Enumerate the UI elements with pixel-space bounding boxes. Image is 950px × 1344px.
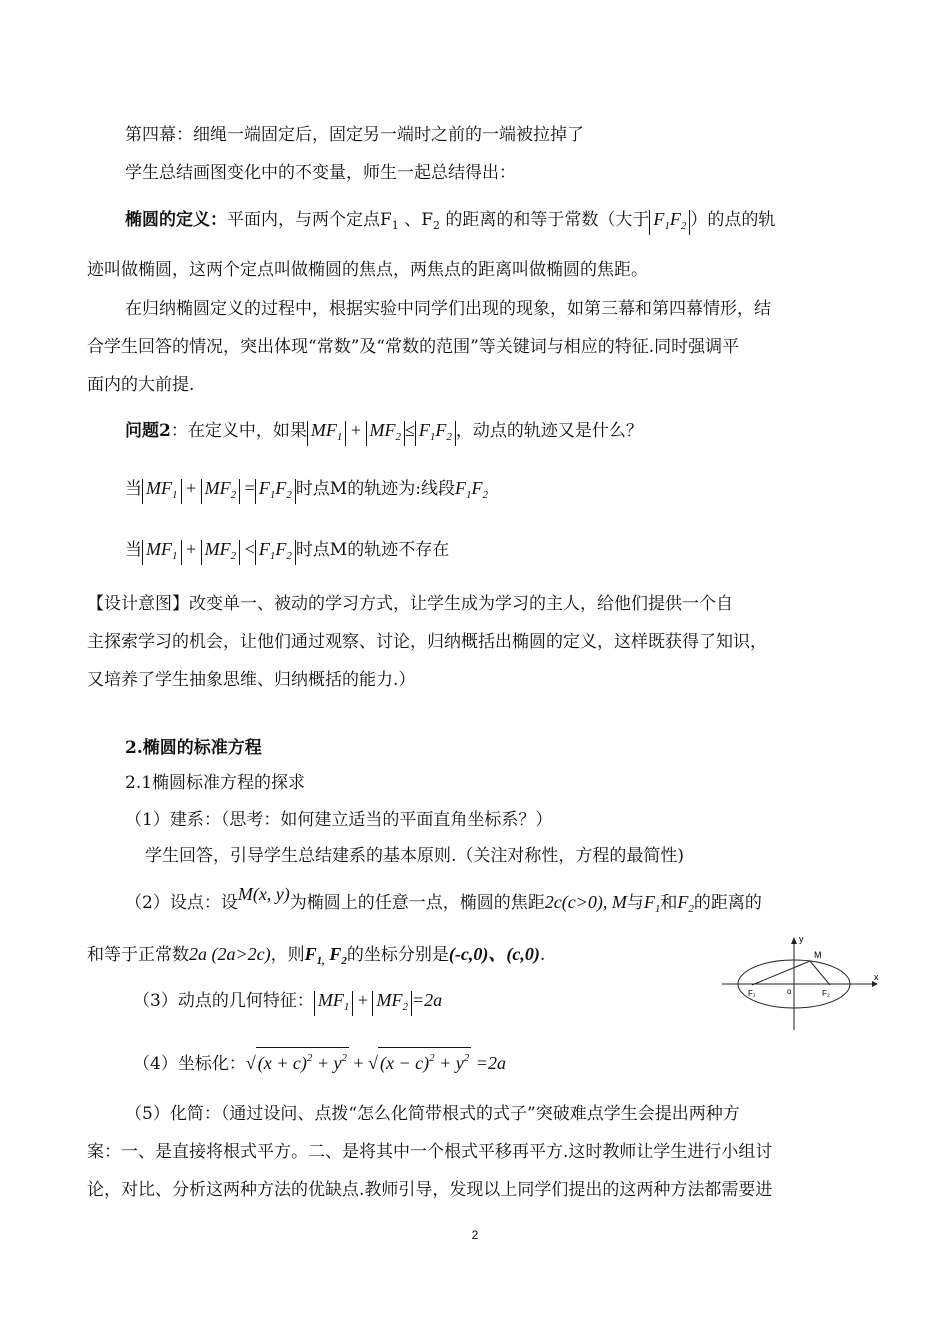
formula-constant-sum: 2a (2a>2c)	[189, 944, 271, 964]
formula-le-sign: ≤	[405, 420, 415, 440]
step-2-text-5: 和等于正常数	[87, 945, 189, 965]
formula-f1f2: $F_1F_2$	[415, 421, 456, 446]
formula-focus-coordinates: (-c,0)、(c,0)	[448, 944, 540, 964]
subsection-heading: 2.1椭圆标准方程的探求	[125, 773, 306, 793]
formula-less-sign: <	[244, 539, 255, 559]
definition-continued: 迹叫做椭圆，这两个定点叫做椭圆的焦点，两焦点的距离叫做椭圆的焦距。	[87, 260, 648, 280]
origin-label: o	[787, 987, 792, 996]
step-2-prefix: （2）设点：设	[125, 893, 238, 913]
step-2-text-6: ，则	[270, 945, 305, 965]
point-m-label: M	[814, 950, 822, 960]
step-1: （1）建系：（思考：如何建立适当的平面直角坐标系？）	[125, 810, 553, 830]
definition-text-2: 、F	[398, 210, 433, 230]
case-equal-prefix: 当	[125, 479, 142, 499]
formula-mf1: $MF_1$	[314, 991, 354, 1016]
formula-point-m: M(x, y)	[237, 884, 290, 904]
step-3-label: （3）动点的几何特征：	[133, 991, 314, 1011]
step-2-text-7: 的坐标分别是	[346, 945, 449, 965]
step-2-text-1: 为椭圆上的任意一点，椭圆的焦距	[289, 893, 545, 913]
question-2: 问题2：在定义中，如果 $MF_1 + MF_2 \le F_1F_2$ ，动点的轨迹又是什么？	[125, 418, 643, 446]
step-2-continued	[87, 942, 545, 973]
step-4-label: （4）坐标化：	[133, 1054, 246, 1074]
f1-label: F₁	[748, 989, 756, 998]
formula-equal-sign: =	[244, 478, 255, 498]
paragraph-induction-1: 在归纳椭圆定义的过程中，根据实验中同学们出现的现象，如第三幕和第四幕情形，结	[125, 299, 771, 319]
step-2	[125, 884, 762, 921]
case-less-prefix: 当	[125, 540, 142, 560]
definition-title: 椭圆的定义	[125, 210, 210, 230]
f2-label: F₂	[822, 989, 830, 998]
formula-sqrt-1: $(x + c)^2 + y^2$	[256, 1047, 349, 1073]
paragraph-summary: 学生总结画图变化中的不变量，师生一起总结得出：	[125, 163, 516, 183]
x-axis-label: x	[874, 972, 879, 982]
formula-segment-f1f2: $F_1F_2$	[454, 478, 488, 501]
question-2-title: 问题2	[125, 421, 171, 441]
formula-f1f2: $F_1F_2$	[255, 479, 296, 504]
formula-f1: $F_1$	[643, 892, 661, 915]
case-less-text: 时点M的轨迹不存在	[295, 540, 450, 560]
y-axis-label: y	[799, 934, 804, 944]
formula-mf2: $MF_2$	[372, 991, 412, 1016]
y-axis-arrow-icon	[791, 937, 797, 944]
definition-text-4: ）的点的轨	[690, 210, 776, 230]
formula-f2: $F_2$	[677, 892, 694, 915]
formula-equals-2a: =2a	[411, 990, 443, 1010]
step-5-3: 论，对比、分析这两种方法的优缺点.教师引导，发现以上同学们提出的这两种方法都需要进	[87, 1180, 773, 1200]
design-intent-3: 又培养了学生抽象思维、归纳概括的能力.）	[87, 670, 416, 690]
paragraph-fourth-scene: 第四幕：细绳一端固定后，固定另一端时之前的一端被拉掉了	[125, 125, 584, 145]
page-number: 2	[471, 1228, 479, 1242]
definition-text-1: 平面内，与两个定点F	[227, 210, 392, 230]
formula-f1f2: $F_1F_2$	[255, 540, 296, 565]
step-2-text-8: .	[539, 945, 546, 965]
step-5-2: 案：一、是直接将根式平方。二、是将其中一个根式平移再平方.这时教师让学生进行小组讨	[87, 1142, 773, 1162]
step-1-answer: 学生回答，引导学生总结建系的基本原则.（关注对称性，方程的最简性)	[145, 846, 685, 866]
formula-sqrt-2: $(x - c)^2 + y^2$	[378, 1047, 471, 1073]
design-intent-1: 【设计意图】改变单一、被动的学习方式，让学生成为学习的主人，给他们提供一个自	[87, 594, 733, 614]
formula-focal-length: 2c(c>0), M	[544, 892, 627, 912]
formula-abs-f1f2: $F_1F_2$	[649, 210, 690, 235]
formula-f2-bold: $F_2$	[329, 944, 347, 967]
step-2-text-4: 的距离的	[693, 893, 762, 913]
ellipse-definition	[125, 208, 775, 238]
step-2-text-3: 和	[660, 893, 678, 913]
definition-sub-1: 1	[391, 219, 399, 232]
case-equal: 当 $MF_1 + MF_2 = F_1F_2$ 时点M的轨迹为:线段$F_1F_2$	[125, 476, 488, 507]
paragraph-induction-2: 合学生回答的情况，突出体现“常数”及“常数的范围”等关键词与相应的特征.同时强调平	[87, 337, 740, 357]
step-5-1: （5）化简：（通过设问、点拨“怎么化简带根式的式子”突破难点学生会提出两种方	[125, 1104, 740, 1124]
step-3: （3）动点的几何特征： $MF_1 + MF_2 =2a$	[133, 988, 442, 1016]
formula-mf1: $MF_1$	[142, 540, 182, 565]
ellipse-figure	[722, 930, 882, 1034]
section-heading: 2.椭圆的标准方程	[125, 738, 262, 758]
step-4: （4）坐标化：√ $(x + c)^2 + y^2$ + √ $(x - c)^2 + y^2 =2a$	[133, 1047, 506, 1076]
question-2-text-1: ：在定义中，如果	[170, 421, 307, 441]
formula-f1-bold: $F_{1,}$	[304, 944, 325, 967]
definition-colon: ：	[210, 210, 227, 230]
formula-mf2: $MF_2$	[201, 479, 241, 504]
paragraph-induction-3: 面内的大前提.	[87, 375, 195, 395]
step-2-text-2: 与	[626, 893, 644, 913]
definition-sub-2: 2	[433, 219, 440, 232]
formula-mf2: $MF_2$	[201, 540, 241, 565]
formula-mf1: $MF_1$	[142, 479, 182, 504]
design-intent-2: 主探索学习的机会，让他们通过观察、讨论，归纳概括出椭圆的定义，这样既获得了知识，	[87, 632, 767, 652]
question-2-text-2: ，动点的轨迹又是什么？	[455, 421, 643, 441]
formula-mf2: $MF_2$	[366, 421, 406, 446]
definition-text-3: 的距离的和等于常数（大于	[440, 210, 650, 230]
case-equal-text: 时点M的轨迹为:线段	[295, 479, 455, 499]
formula-mf1: $MF_1$	[307, 421, 347, 446]
formula-equals-2a: =2a	[475, 1053, 506, 1073]
case-less: 当 $MF_1 + MF_2 < F_1F_2$ 时点M的轨迹不存在	[125, 537, 449, 565]
